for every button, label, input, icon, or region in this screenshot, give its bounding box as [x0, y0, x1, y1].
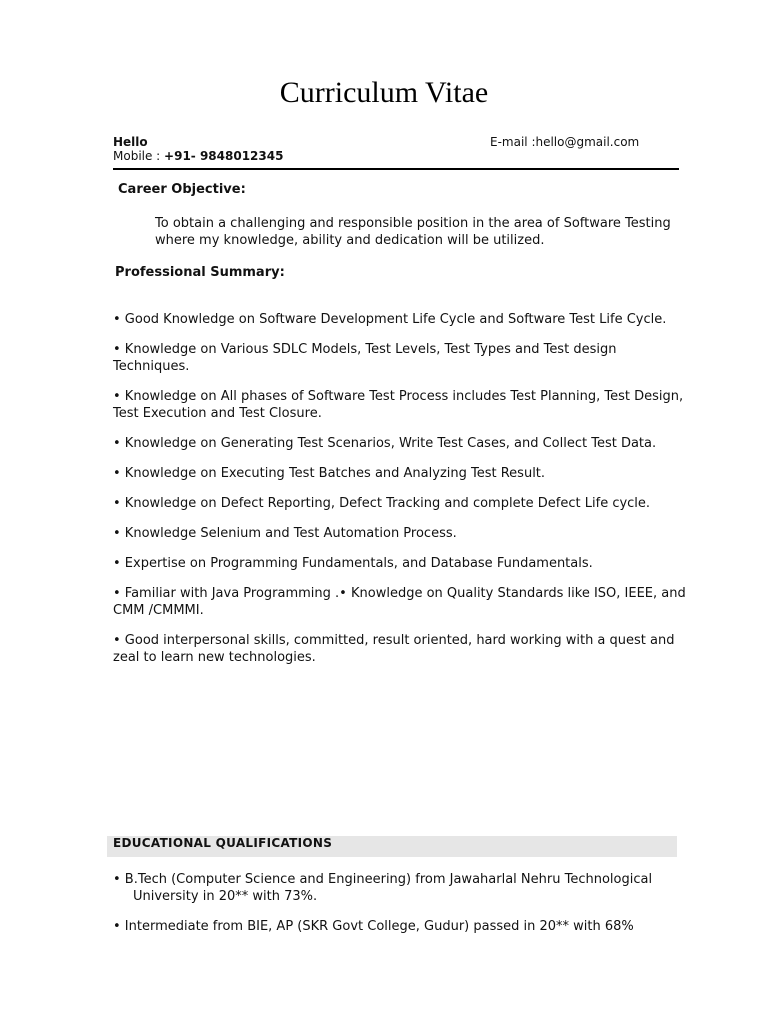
mobile-number: +91- 9848012345 [164, 149, 284, 163]
mobile-label: Mobile : [113, 149, 165, 163]
header-divider [113, 168, 679, 170]
contact-email: E-mail :hello@gmail.com [490, 135, 640, 149]
summary-item: • Good Knowledge on Software Development Life Cycle and Software Test Life Cycle. [113, 312, 667, 327]
summary-item: • Good interpersonal skills, committed, result oriented, hard working with a quest and zeal to learn new technologies. [113, 633, 675, 665]
education-item: • B.Tech (Computer Science and Engineering) from Jawaharlal Nehru Technological University in 20** with 73%. [113, 872, 653, 904]
career-objective-heading: Career Objective: [118, 182, 246, 197]
education-list [113, 871, 688, 948]
contact-name: Hello [113, 135, 148, 149]
professional-summary-heading: Professional Summary: [115, 265, 285, 280]
professional-summary-list [113, 311, 688, 679]
summary-item: • Expertise on Programming Fundamentals, and Database Fundamentals. [113, 556, 593, 571]
summary-item: • Familiar with Java Programming .• Knowledge on Quality Standards like ISO, IEEE, and CMM /CMMMI. [113, 586, 686, 618]
contact-mobile [113, 148, 283, 164]
education-heading: EDUCATIONAL QUALIFICATIONS [113, 836, 333, 850]
summary-item: • Knowledge on All phases of Software Test Process includes Test Planning, Test Design, Test Execution and Test Closure. [113, 389, 684, 421]
summary-item: • Knowledge Selenium and Test Automation Process. [113, 526, 457, 541]
summary-item: • Knowledge on Executing Test Batches and Analyzing Test Result. [113, 466, 546, 481]
summary-item: • Knowledge on Generating Test Scenarios, Write Test Cases, and Collect Test Data. [113, 436, 657, 451]
summary-item: • Knowledge on Various SDLC Models, Test Levels, Test Types and Test design Techniques. [113, 342, 617, 374]
education-item: • Intermediate from BIE, AP (SKR Govt College, Gudur) passed in 20** with 68% [113, 919, 634, 934]
document-title: Curriculum Vitae [279, 76, 489, 109]
summary-item: • Knowledge on Defect Reporting, Defect Tracking and complete Defect Life cycle. [113, 496, 651, 511]
career-objective-text: To obtain a challenging and responsible position in the area of Software Testing where my knowledge, ability and dedication will be utilized. [155, 216, 671, 248]
